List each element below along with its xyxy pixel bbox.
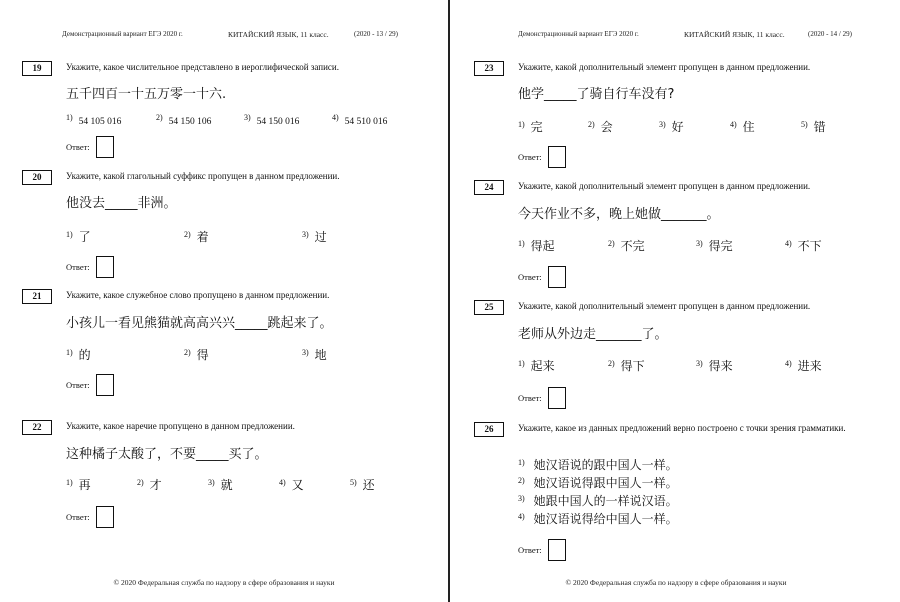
option-2[interactable]: $^{2)}$ 不完: [608, 239, 645, 253]
task-number: 21: [22, 289, 52, 304]
task-text: 这种橘子太酸了，不要_____买了。: [66, 447, 268, 462]
option-4[interactable]: $^{4)}$ 54 510 016: [332, 113, 388, 127]
option-1[interactable]: $^{1)}$ 起来: [518, 359, 555, 373]
header-subject: КИТАЙСКИЙ ЯЗЫК, 11 класс.: [228, 30, 329, 39]
task-text: 五千四百一十五万零一十六.: [66, 87, 227, 102]
answer-label: Ответ:: [518, 152, 542, 162]
answer-label: Ответ:: [518, 545, 542, 555]
header-exam: Демонстрационный вариант ЕГЭ 2020 г.: [62, 30, 183, 38]
option-3[interactable]: $^{3)}$ 54 150 016: [244, 113, 300, 127]
answer-label: Ответ:: [66, 142, 90, 152]
task-question: Укажите, какое числительное представлено в иероглифической записи.: [66, 62, 339, 72]
option-2[interactable]: $^{2)}$ 她汉语说得跟中国人一样。: [518, 476, 678, 490]
option-1[interactable]: $^{1)}$ 再: [66, 478, 91, 492]
option-1[interactable]: $^{1)}$ 的: [66, 348, 91, 362]
option-2[interactable]: $^{2)}$ 会: [588, 120, 613, 134]
option-3[interactable]: $^{3)}$ 过: [302, 230, 327, 244]
answer-box[interactable]: [548, 146, 566, 168]
task-text: 今天作业不多，晚上她做_______。: [518, 207, 720, 222]
answer-label: Ответ:: [66, 380, 90, 390]
page-right: [452, 0, 900, 602]
option-3[interactable]: $^{3)}$ 就: [208, 478, 233, 492]
option-3[interactable]: $^{3)}$ 得完: [696, 239, 733, 253]
task-question: Укажите, какой дополнительный элемент пропущен в данном предложении.: [518, 181, 811, 191]
option-2[interactable]: $^{2)}$ 得下: [608, 359, 645, 373]
task-number: 25: [474, 300, 504, 315]
option-1[interactable]: $^{1)}$ 完: [518, 120, 543, 134]
header-page-number: (2020 - 13 / 29): [354, 30, 398, 38]
option-2[interactable]: $^{2)}$ 着: [184, 230, 209, 244]
answer-box[interactable]: [96, 506, 114, 528]
option-3[interactable]: $^{3)}$ 得来: [696, 359, 733, 373]
task-number: 19: [22, 61, 52, 76]
answer-label: Ответ:: [66, 262, 90, 272]
option-1[interactable]: $^{1)}$ 她汉语说的跟中国人一样。: [518, 458, 678, 472]
option-1[interactable]: $^{1)}$ 54 105 016: [66, 113, 122, 127]
header-subject: КИТАЙСКИЙ ЯЗЫК, 11 класс.: [684, 30, 785, 39]
answer-label: Ответ:: [518, 393, 542, 403]
task-number: 23: [474, 61, 504, 76]
task-text: 小孩儿一看见熊猫就高高兴兴_____跳起来了。: [66, 316, 333, 331]
page-footer: © 2020 Федеральная служба по надзору в сфере образования и науки: [565, 578, 787, 587]
page-footer: © 2020 Федеральная служба по надзору в сфере образования и науки: [113, 578, 335, 587]
option-3[interactable]: $^{3)}$ 她跟中国人的一样说汉语。: [518, 494, 678, 508]
task-number: 20: [22, 170, 52, 185]
option-4[interactable]: $^{4)}$ 住: [730, 120, 755, 134]
header-page-number: (2020 - 14 / 29): [808, 30, 852, 38]
option-4[interactable]: $^{4)}$ 进来: [785, 359, 822, 373]
task-number: 26: [474, 422, 504, 437]
option-2[interactable]: $^{2)}$ 54 150 106: [156, 113, 212, 127]
task-number: 22: [22, 420, 52, 435]
answer-label: Ответ:: [518, 272, 542, 282]
answer-box[interactable]: [548, 539, 566, 561]
task-text: 老师从外边走_______了。: [518, 327, 668, 342]
option-5[interactable]: $^{5)}$ 还: [350, 478, 375, 492]
task-question: Укажите, какой глагольный суффикс пропущен в данном предложении.: [66, 171, 340, 181]
option-3[interactable]: $^{3)}$ 好: [659, 120, 684, 134]
task-question: Укажите, какое из данных предложений верно построено с точки зрения грамматики.: [518, 423, 846, 433]
option-1[interactable]: $^{1)}$ 了: [66, 230, 91, 244]
option-2[interactable]: $^{2)}$ 才: [137, 478, 162, 492]
option-1[interactable]: $^{1)}$ 得起: [518, 239, 555, 253]
answer-box[interactable]: [96, 136, 114, 158]
option-4[interactable]: $^{4)}$ 她汉语说得给中国人一样。: [518, 512, 678, 526]
task-text: 他没去_____非洲。: [66, 196, 177, 211]
option-2[interactable]: $^{2)}$ 得: [184, 348, 209, 362]
task-question: Укажите, какое служебное слово пропущено в данном предложении.: [66, 290, 330, 300]
answer-label: Ответ:: [66, 512, 90, 522]
answer-box[interactable]: [548, 266, 566, 288]
task-number: 24: [474, 180, 504, 195]
option-5[interactable]: $^{5)}$ 错: [801, 120, 826, 134]
answer-box[interactable]: [96, 256, 114, 278]
answer-box[interactable]: [548, 387, 566, 409]
task-question: Укажите, какой дополнительный элемент пропущен в данном предложении.: [518, 62, 811, 72]
page-left: [0, 0, 448, 602]
option-3[interactable]: $^{3)}$ 地: [302, 348, 327, 362]
task-text: 他学_____了骑自行车没有?: [518, 87, 675, 102]
option-4[interactable]: $^{4)}$ 不下: [785, 239, 822, 253]
answer-box[interactable]: [96, 374, 114, 396]
task-question: Укажите, какое наречие пропущено в данном предложении.: [66, 421, 295, 431]
page-divider: [448, 0, 450, 602]
header-exam: Демонстрационный вариант ЕГЭ 2020 г.: [518, 30, 639, 38]
task-question: Укажите, какой дополнительный элемент пропущен в данном предложении.: [518, 301, 811, 311]
option-4[interactable]: $^{4)}$ 又: [279, 478, 304, 492]
